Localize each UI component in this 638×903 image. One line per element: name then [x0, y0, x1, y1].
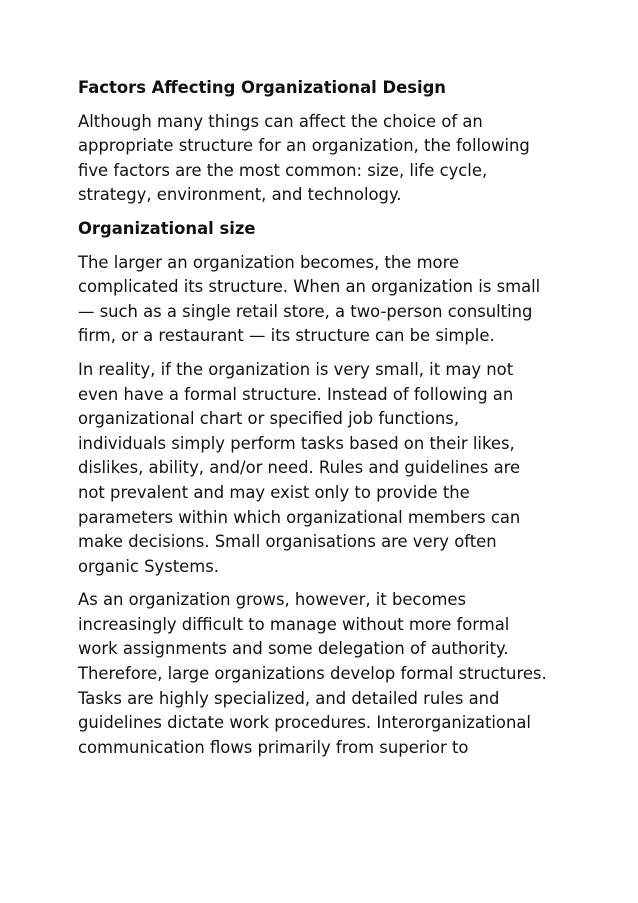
text-line: dislikes, ability, and/or need. Rules and guidelines are [78, 458, 521, 478]
text-line: The larger an organization becomes, the more [78, 252, 460, 272]
text-line: firm, or a restaurant — its structure can be simple. [78, 326, 495, 346]
section-heading: Organizational size [78, 218, 256, 238]
text-line: As an organization grows, however, it becomes [78, 590, 467, 610]
text-line: organic Systems. [78, 556, 219, 576]
text-line: complicated its structure. When an organization is small [78, 277, 541, 297]
text-line: guidelines dictate work procedures. Interorganizational [78, 713, 531, 733]
paragraph-2 [78, 358, 568, 579]
text-line: appropriate structure for an organization, the following [78, 136, 530, 156]
paragraph-1 [78, 251, 568, 349]
text-line: increasingly difficult to manage without more formal [78, 614, 510, 634]
text-line: work assignments and some delegation of authority. [78, 639, 509, 659]
paragraph-3 [78, 588, 568, 760]
intro-paragraph [78, 110, 568, 208]
text-line: Although many things can affect the choice of an [78, 111, 483, 131]
text-line: — such as a single retail store, a two-person consulting [78, 301, 533, 321]
document-title: Factors Affecting Organizational Design [78, 78, 446, 97]
text-line: strategy, environment, and technology. [78, 185, 402, 205]
text-line: In reality, if the organization is very small, it may not [78, 359, 514, 379]
text-line: five factors are the most common: size, life cycle, [78, 160, 488, 180]
text-line: Tasks are highly specialized, and detailed rules and [78, 688, 500, 708]
text-line: individuals simply perform tasks based on their likes, [78, 433, 515, 453]
document-page [78, 76, 568, 769]
text-line: Therefore, large organizations develop formal structures. [78, 664, 547, 684]
text-line: parameters within which organizational members can [78, 507, 521, 527]
text-line: not prevalent and may exist only to provide the [78, 482, 470, 502]
text-line: make decisions. Small organisations are very often [78, 532, 497, 552]
text-line: even have a formal structure. Instead of following an [78, 384, 514, 404]
text-line: organizational chart or specified job functions, [78, 409, 460, 429]
text-line: communication flows primarily from superior to [78, 737, 469, 757]
